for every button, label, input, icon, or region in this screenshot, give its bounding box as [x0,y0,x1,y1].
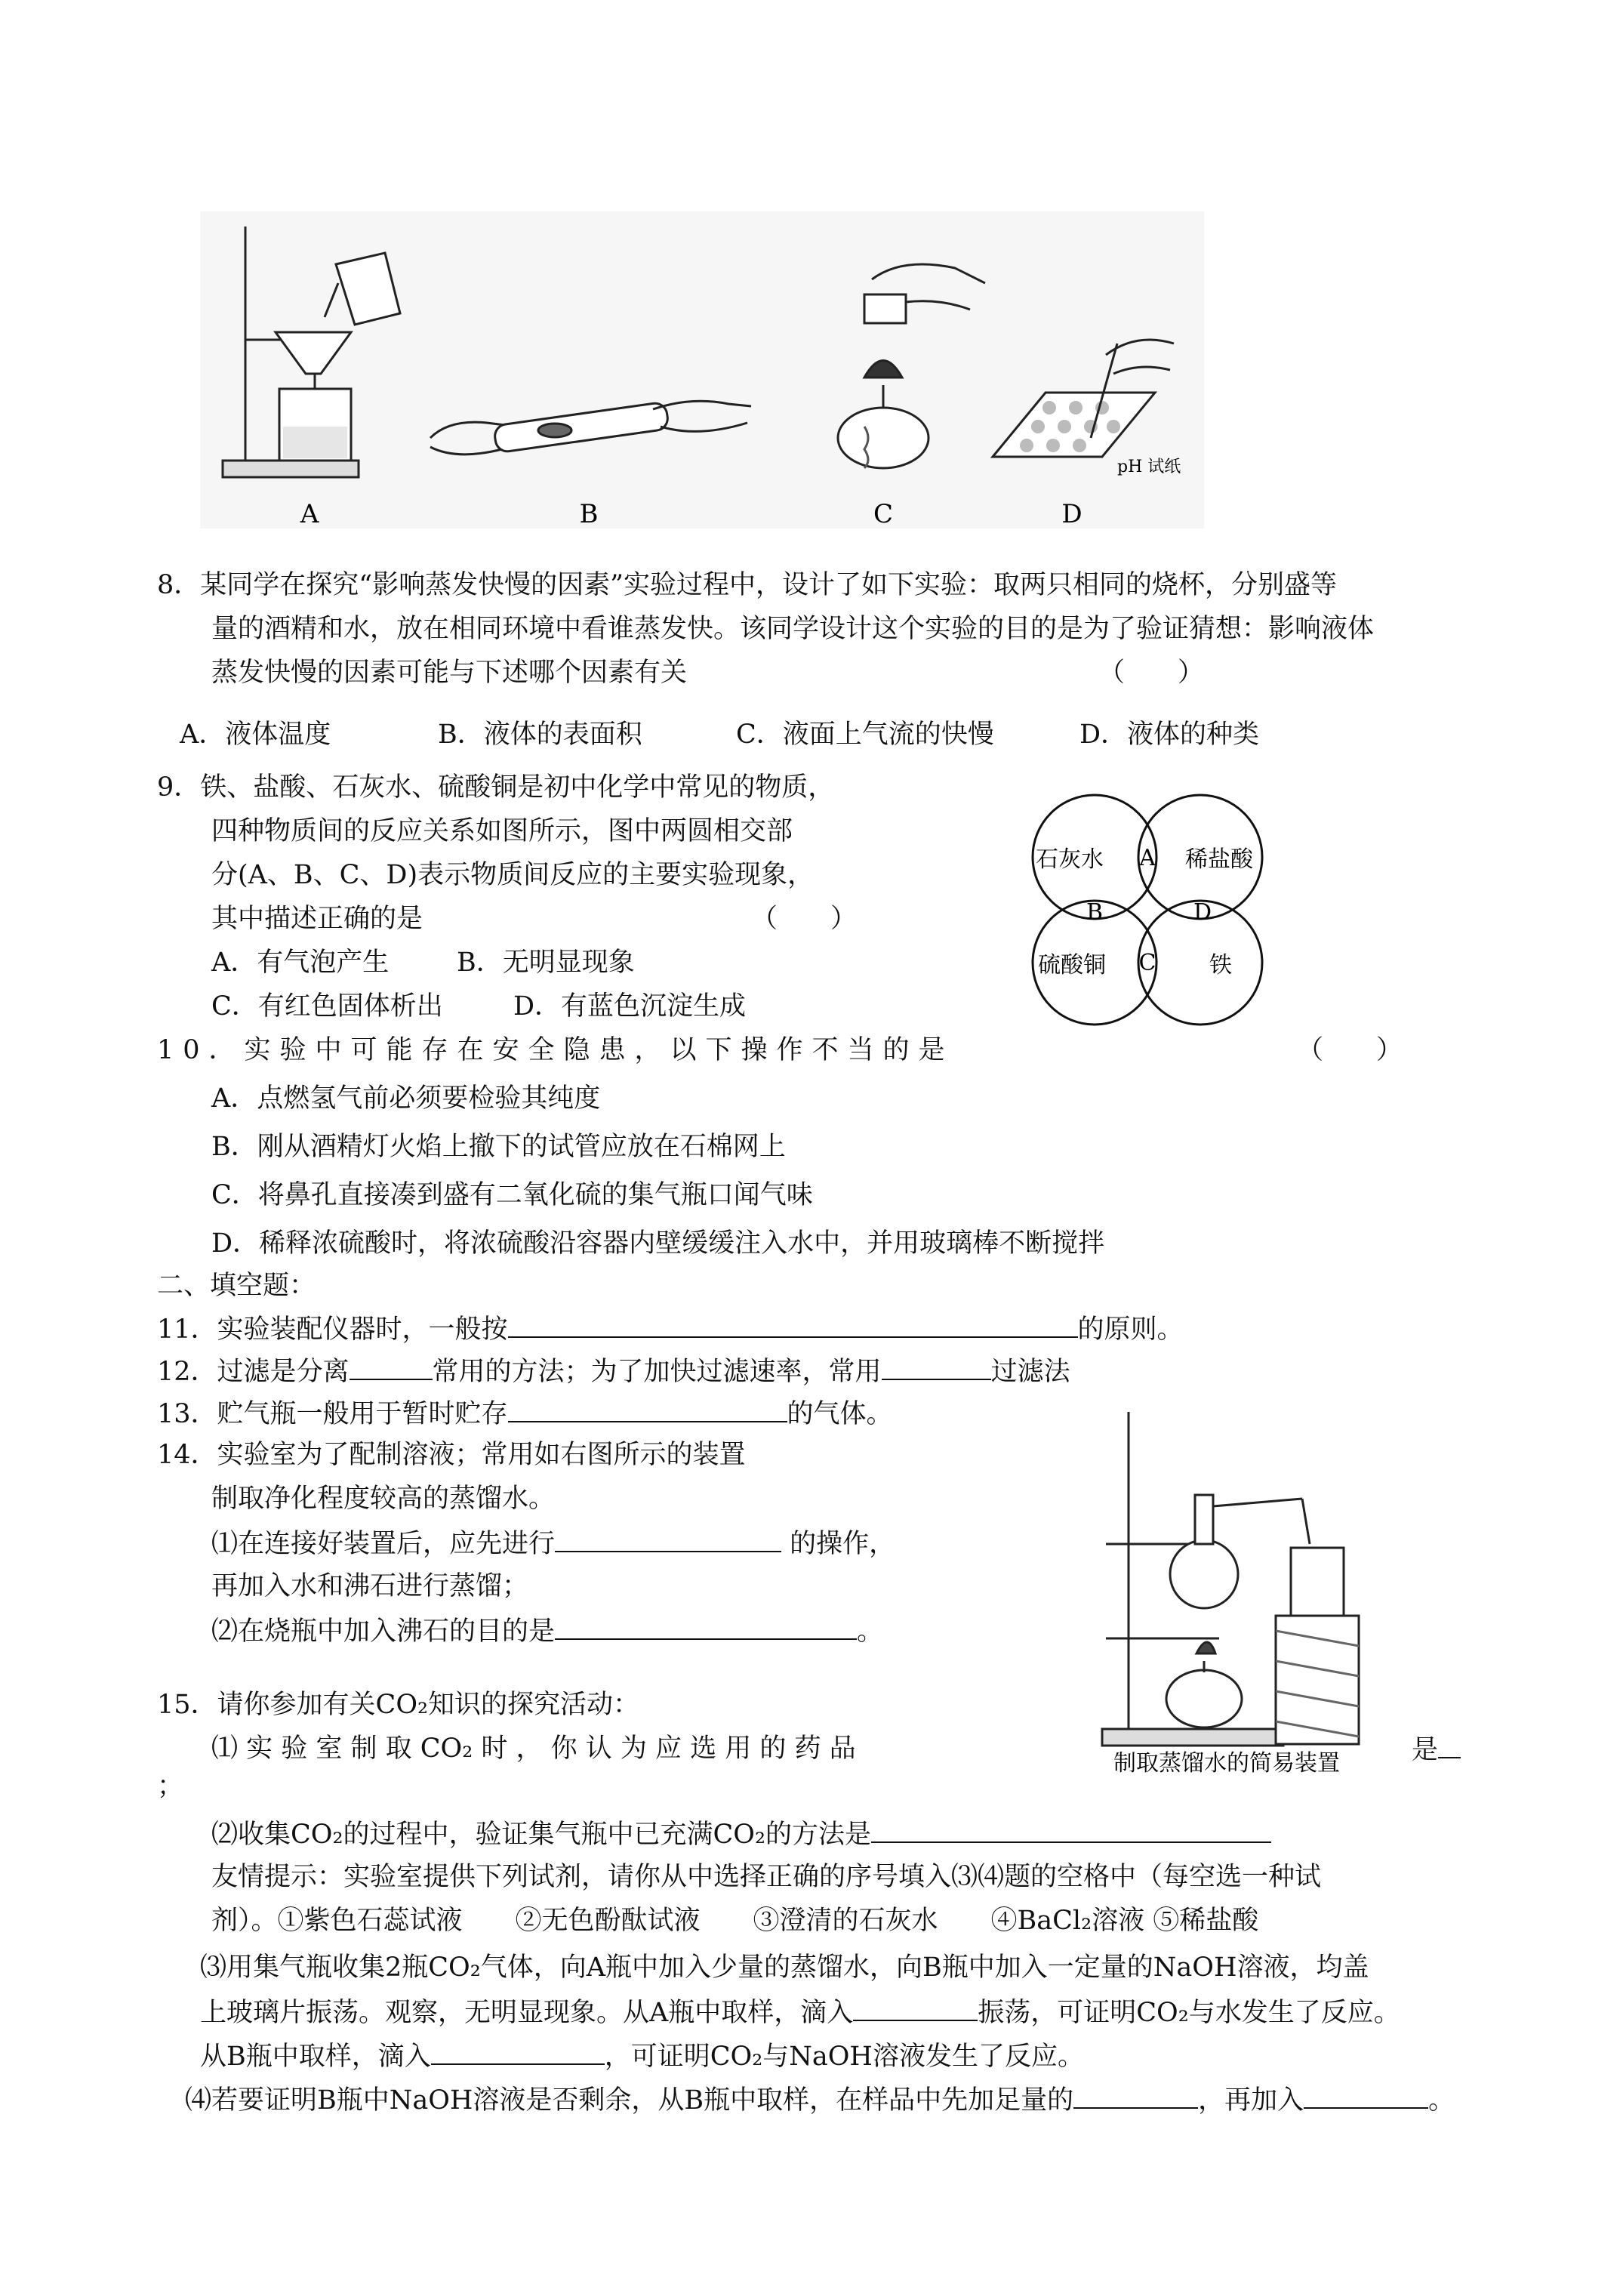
q15-part2 [211,1816,1271,1852]
q15-blank-1[interactable] [1438,1731,1461,1758]
q13-blank[interactable] [508,1395,787,1422]
figure-label-a: A [300,499,319,529]
venn-region-c: C [1138,950,1156,976]
q15-part3-line1: ⑶用集气瓶收集2瓶CO₂气体，向A瓶中加入少量的蒸馏水，向B瓶中加入一定量的NaOH溶液，均盖 [200,1952,1369,1983]
q11-line [157,1311,1184,1347]
q14-part1-pre: ⑴在连接好装置后，应先进行 [211,1529,556,1559]
q11-text-post: 的原则。 [1077,1314,1184,1345]
ph-paper-label: pH 试纸 [1117,458,1181,476]
q8-line1: 8．某同学在探究“影响蒸发快慢的因素”实验过程中，设计了如下实验：取两只相同的烧杯，分别盛等 [157,570,1338,600]
q9-option-a: A．有气泡产生 [211,948,390,978]
q14-blank-2[interactable] [555,1613,857,1640]
q15-blank-4[interactable] [431,2038,605,2065]
q15-part3-line3 [200,2038,1084,2074]
q14-part2-pre: ⑵在烧瓶中加入沸石的目的是 [211,1616,556,1647]
q8-option-d: D．液体的种类 [1079,720,1260,750]
venn-diagram [1023,785,1272,1034]
q12-blank-2[interactable] [882,1353,991,1380]
q9-option-b: B．无明显现象 [457,948,635,978]
q15-blank-6[interactable] [1304,2082,1428,2109]
q15-part3-line2-post: 振荡，可证明CO₂与水发生了反应。 [978,1998,1400,2028]
q10-option-d: D．稀释浓硫酸时，将浓硫酸沿容器内壁缓缓注入水中，并用玻璃棒不断搅拌 [211,1228,1105,1259]
q14-blank-1[interactable] [555,1525,781,1552]
venn-region-a: A [1139,845,1156,871]
q9-line3: 分(A、B、C、D)表示物质间反应的主要实验现象， [211,860,815,890]
venn-label-iron: 铁 [1209,952,1232,978]
q9-option-c: C．有红色固体析出 [211,991,443,1022]
q15-part3-line2-pre: 上玻璃片振荡。观察，无明显现象。从A瓶中取样，滴入 [200,1998,854,2028]
distillation-apparatus [1083,1404,1385,1774]
q12-blank-1[interactable] [350,1353,433,1380]
q8-line2: 量的酒精和水，放在相同环境中看谁蒸发快。该同学设计这个实验的目的是为了验证猜想：影响液体 [211,614,1375,644]
q8-answer-paren: （ ） [1098,658,1205,688]
q10-stem: 10．实验中可能存在安全隐患，以下操作不当的是 [157,1035,954,1065]
q14-part2-post: 。 [857,1616,884,1647]
q9-line1: 9．铁、盐酸、石灰水、硫酸铜是初中化学中常见的物质， [157,772,835,803]
figure-label-c: C [873,499,894,529]
q15-part4-mid: ，再加入 [1198,2085,1304,2116]
q9-answer-paren: （ ） [751,904,858,934]
q14-line2: 制取净化程度较高的蒸馏水。 [211,1484,556,1514]
q13-text-pre: 13．贮气瓶一般用于暂时贮存 [157,1399,508,1429]
q14-part1 [211,1525,895,1561]
venn-label-cuso4: 硫酸铜 [1038,952,1106,978]
q15-part3-line2 [200,1994,1400,2030]
q10-option-b: B．刚从酒精灯火焰上撤下的试管应放在石棉网上 [211,1132,786,1162]
q14-part2 [211,1613,883,1649]
q13-line [157,1395,893,1432]
q10-answer-paren: （ ） [1297,1035,1403,1065]
q10-option-a: A．点燃氢气前必须要检验其纯度 [211,1083,601,1114]
q9-line2: 四种物质间的反应关系如图所示，图中两圆相交部 [211,816,793,846]
q13-text-post: 的气体。 [787,1399,893,1429]
section-title: 二、填空题： [157,1271,316,1301]
q8-option-a: A．液体温度 [180,720,331,750]
q15-hint-line1: 友情提示：实验室提供下列试剂，请你从中选择正确的序号填入⑶⑷题的空格中（每空选一种试 [211,1862,1322,1892]
q15-line1: 15．请你参加有关CO₂知识的探究活动： [157,1690,640,1720]
q15-part1: ⑴ 实 验 室 制 取 CO₂ 时 ， 你 认 为 应 选 用 的 药 品 [211,1734,856,1764]
q15-hint-line2: 剂）。①紫色石蕊试液 ②无色酚酞试液 ③澄清的石灰水 ④BaCl₂溶液 ⑤稀盐酸 [211,1906,1259,1936]
venn-label-limewater: 石灰水 [1036,846,1104,873]
distillation-caption: 制取蒸馏水的简易装置 [1113,1750,1340,1774]
q14-part1-line2: 再加入水和沸石进行蒸馏； [211,1571,529,1601]
figure-label-b: B [579,499,599,529]
q15-blank-2[interactable] [871,1816,1271,1843]
q14-line1: 14．实验室为了配制溶液；常用如右图所示的装置 [157,1440,746,1470]
q12-text-pre: 12．过滤是分离 [157,1357,350,1387]
q15-part1-end-text: 是 [1412,1735,1439,1765]
figure-label-d: D [1061,499,1083,529]
q10-option-c: C．将鼻孔直接凑到盛有二氧化硫的集气瓶口闻气味 [211,1180,813,1210]
q8-option-b: B．液体的表面积 [438,720,642,750]
q15-part2-pre: ⑵收集CO₂的过程中，验证集气瓶中已充满CO₂的方法是 [211,1820,872,1850]
venn-region-d: D [1193,899,1212,926]
q11-text-pre: 11．实验装配仪器时，一般按 [157,1314,508,1345]
q15-part1-end [1412,1731,1461,1767]
q15-part1-cont: ； [157,1771,184,1801]
q15-part3-line3-pre: 从B瓶中取样，滴入 [200,2042,431,2072]
q14-part1-post: 的操作， [790,1529,896,1559]
venn-label-hcl: 稀盐酸 [1185,846,1253,873]
q11-blank[interactable] [508,1311,1078,1338]
q9-line4: 其中描述正确的是 [211,904,423,934]
q12-text-mid: 常用的方法；为了加快过滤速率，常用 [432,1357,882,1387]
q15-part4 [185,2082,1455,2118]
q15-part4-post: 。 [1428,2085,1455,2116]
q12-text-post: 过滤法 [990,1357,1070,1387]
q15-blank-3[interactable] [853,1994,978,2021]
q8-line3: 蒸发快慢的因素可能与下述哪个因素有关 [211,658,688,688]
q12-line [157,1353,1070,1389]
apparatus-figure [200,211,1204,529]
q15-blank-5[interactable] [1073,2082,1198,2109]
q15-part4-pre: ⑷若要证明B瓶中NaOH溶液是否剩余，从B瓶中取样，在样品中先加足量的 [185,2085,1074,2116]
venn-region-b: B [1086,899,1104,926]
q15-part3-line3-post: ，可证明CO₂与NaOH溶液发生了反应。 [604,2042,1084,2072]
q9-option-d: D．有蓝色沉淀生成 [513,991,747,1022]
q8-option-c: C．液面上气流的快慢 [736,720,994,750]
